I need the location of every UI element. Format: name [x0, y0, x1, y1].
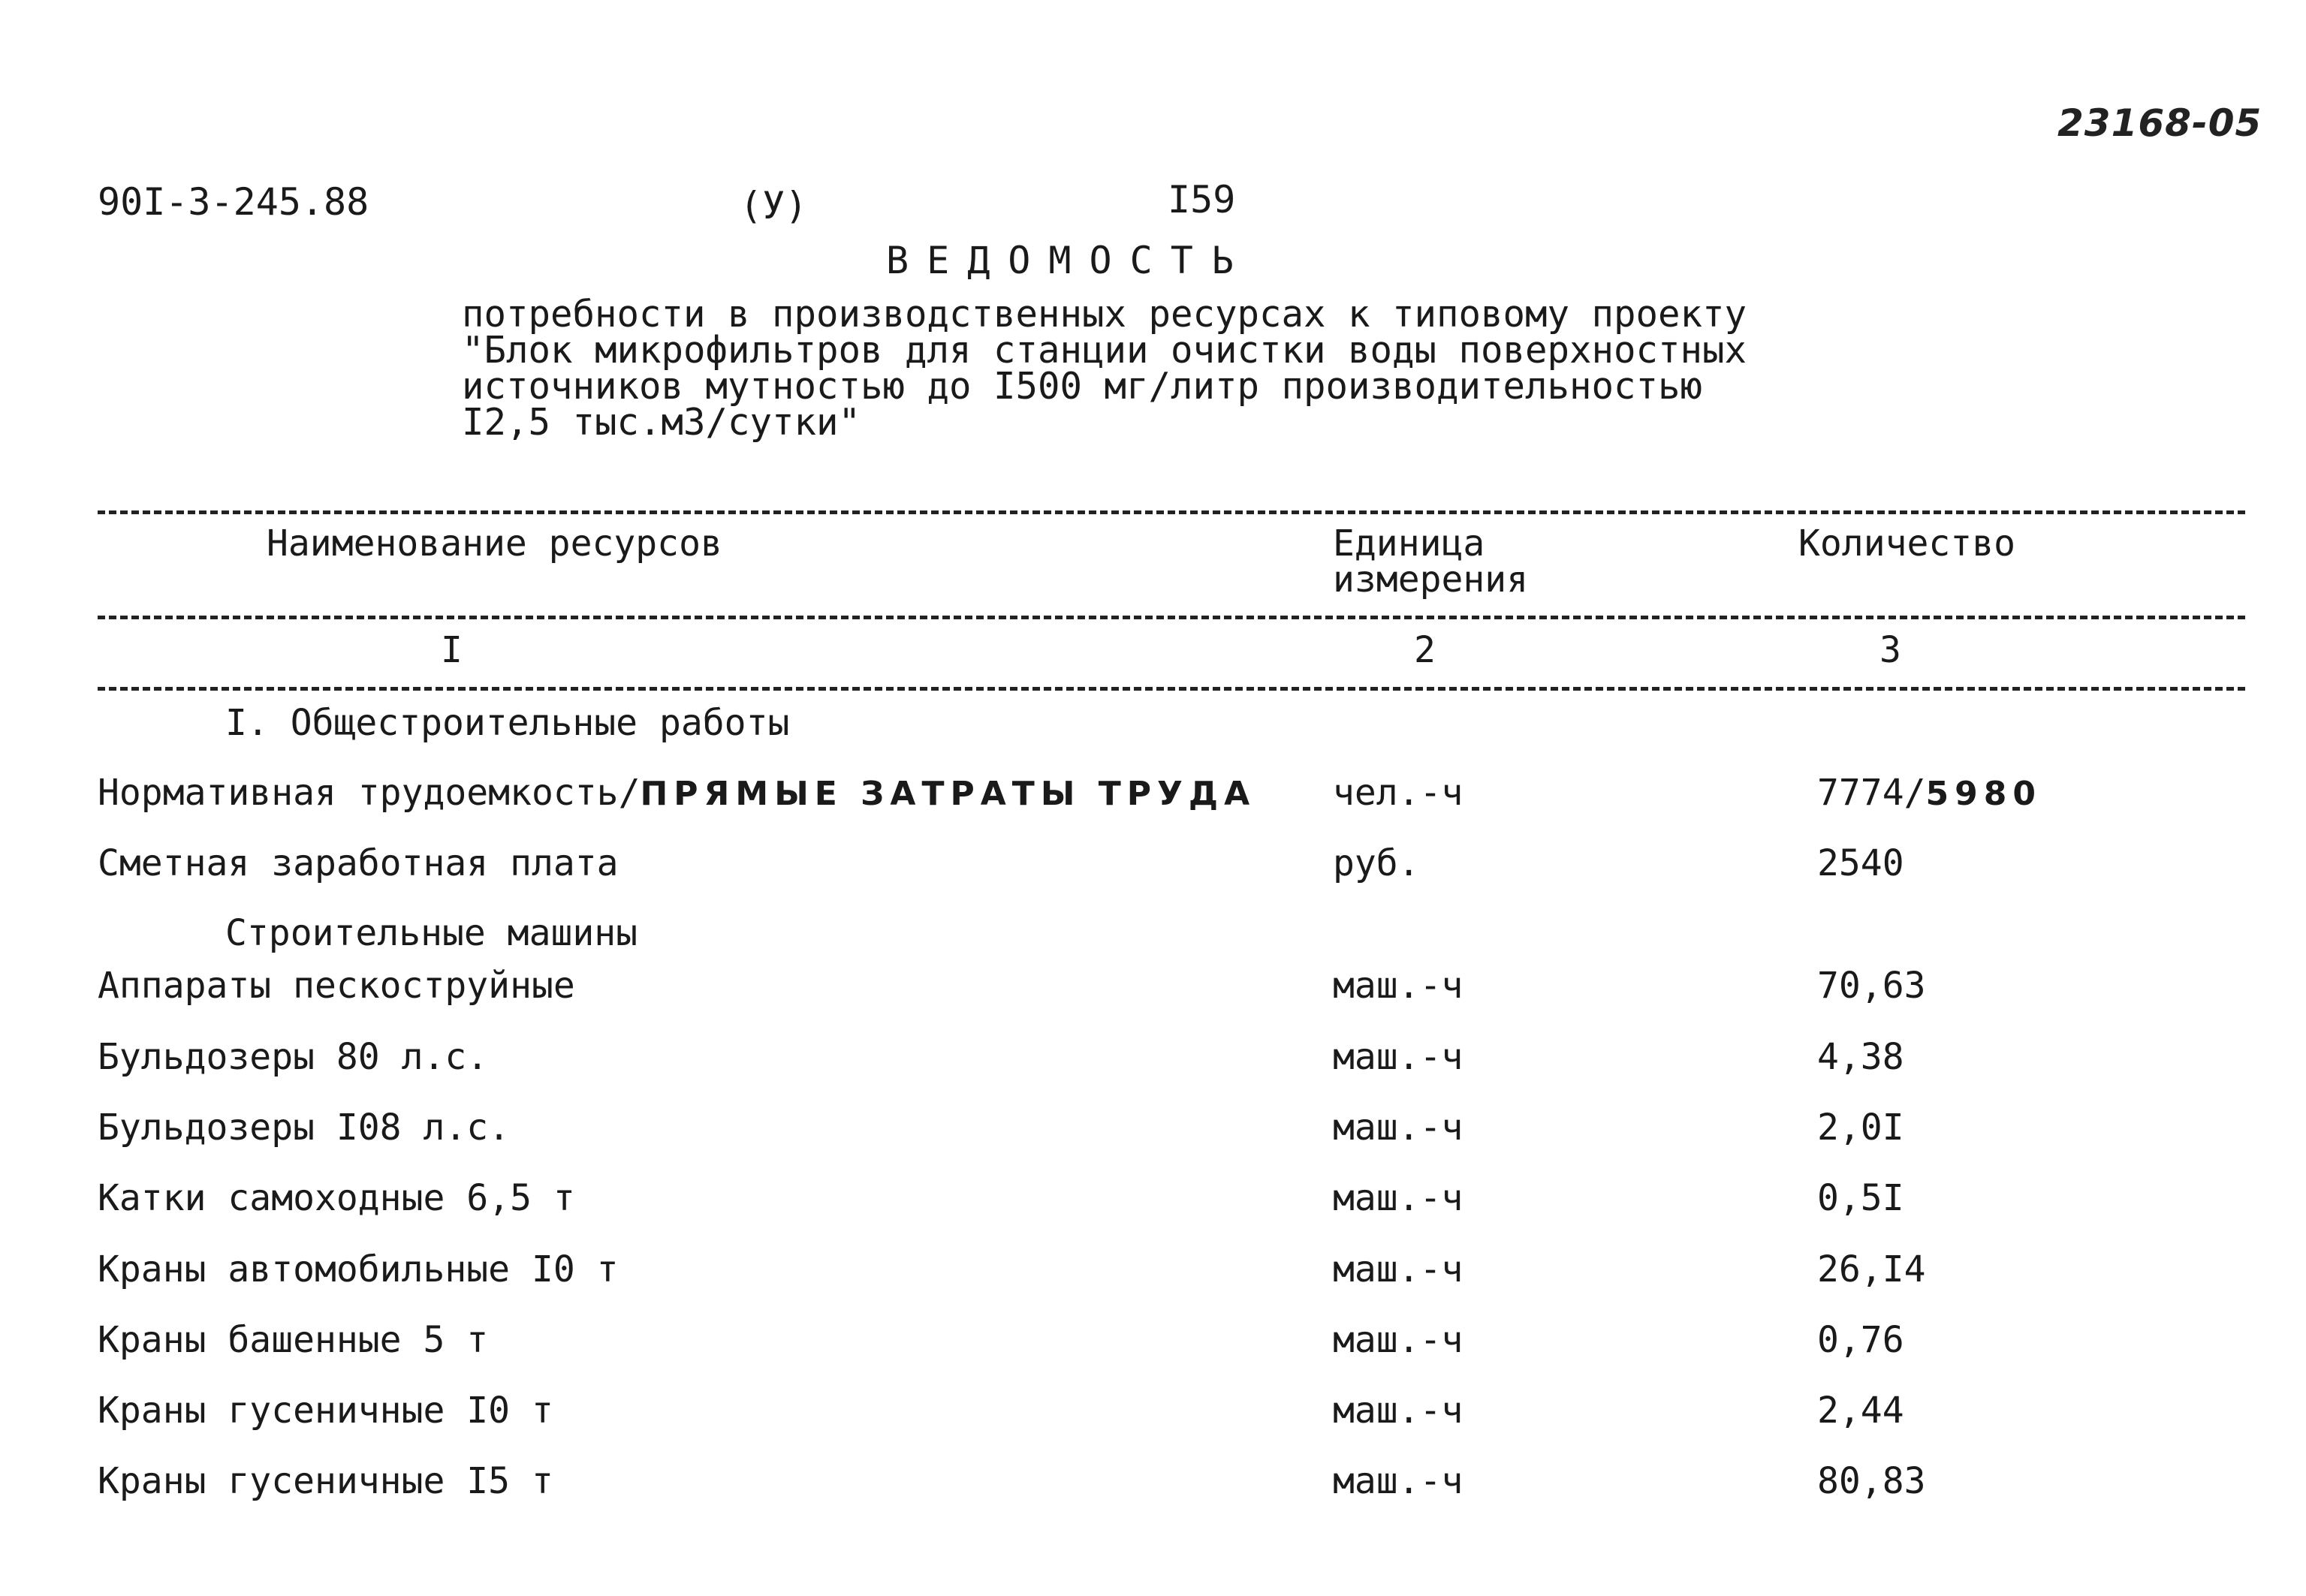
table-row-qty: 80,83 — [1817, 1460, 1926, 1502]
column-numbers-bottom-rule — [98, 687, 2245, 691]
table-row-name: Бульдозеры 80 л.с. — [98, 1036, 489, 1078]
table-row-qty: 2,44 — [1817, 1390, 1904, 1432]
table-row-name: Катки самоходные 6,5 т — [98, 1177, 575, 1219]
section-mark: (У) — [740, 184, 808, 227]
labor-name: Нормативная трудоемкость/ — [98, 772, 641, 814]
header-bottom-rule — [98, 616, 2245, 619]
header-resource-name: Наименование ресурсов — [267, 522, 722, 565]
table-row-unit: маш.-ч — [1333, 1177, 1463, 1219]
table-row-name: Краны автомобильные I0 т — [98, 1248, 619, 1290]
table-row-name: Бульдозеры I08 л.с. — [98, 1107, 511, 1149]
document-title: ВЕДОМОСТЬ — [886, 239, 1252, 282]
table-row-name: Краны гусеничные I0 т — [98, 1390, 553, 1432]
subtitle-line: потребности в производственных ресурсах к типовому проекту — [462, 293, 1747, 336]
table-top-rule — [98, 510, 2245, 514]
table-row-unit: маш.-ч — [1333, 1319, 1463, 1361]
table-row-qty: 4,38 — [1817, 1036, 1904, 1078]
table-row-qty: 26,I4 — [1817, 1248, 1926, 1290]
table-row-qty: 0,5I — [1817, 1177, 1904, 1219]
column-number-1: I — [441, 629, 463, 671]
header-unit — [1333, 522, 1529, 601]
table-row-unit: маш.-ч — [1333, 965, 1463, 1007]
wage-qty: 2540 — [1817, 842, 1904, 884]
labor-name-handwritten: ПРЯМЫЕ ЗАТРАТЫ ТРУДА — [640, 775, 1256, 813]
subtitle-line: источников мутностью до I500 мг/литр производительностью — [462, 365, 1703, 408]
wage-unit: руб. — [1333, 842, 1420, 884]
subtitle-line: I2,5 тыс.м3/сутки" — [462, 401, 861, 444]
header-quantity: Количество — [1798, 522, 2015, 565]
page-number: I59 — [1168, 178, 1236, 221]
labor-qty — [1817, 772, 2042, 814]
column-number-3: 3 — [1879, 629, 1901, 671]
table-row-name: Краны башенные 5 т — [98, 1319, 489, 1361]
table-row-unit: маш.-ч — [1333, 1107, 1463, 1149]
machines-heading: Строительные машины — [225, 912, 638, 954]
table-row-unit: маш.-ч — [1333, 1248, 1463, 1290]
project-code: 90I-3-245.88 — [98, 180, 369, 224]
header-unit-line2: измерения — [1333, 559, 1529, 601]
table-row-name: Краны гусеничные I5 т — [98, 1460, 553, 1502]
table-row-unit: маш.-ч — [1333, 1460, 1463, 1502]
labor-qty-handwritten: 5980 — [1925, 775, 2042, 813]
document-subtitle — [462, 293, 1747, 444]
subtitle-line: "Блок микрофильтров для станции очистки воды поверхностных — [462, 329, 1747, 372]
table-row — [98, 772, 1255, 814]
table-row-qty: 2,0I — [1817, 1107, 1904, 1149]
header-unit-line1: Единица — [1333, 522, 1485, 565]
table-row-name: Аппараты пескоструйные — [98, 965, 575, 1007]
table-row-unit: маш.-ч — [1333, 1036, 1463, 1078]
handwritten-doc-number: 23168-05 — [2057, 101, 2262, 145]
table-row-qty: 0,76 — [1817, 1319, 1904, 1361]
column-number-2: 2 — [1414, 629, 1436, 671]
section-title: I. Общестроительные работы — [225, 702, 790, 744]
wage-name: Сметная заработная плата — [98, 842, 619, 884]
table-row-unit: маш.-ч — [1333, 1390, 1463, 1432]
table-row-qty: 70,63 — [1817, 965, 1926, 1007]
labor-qty-typed: 7774/ — [1817, 772, 1926, 814]
labor-unit: чел.-ч — [1333, 772, 1463, 814]
